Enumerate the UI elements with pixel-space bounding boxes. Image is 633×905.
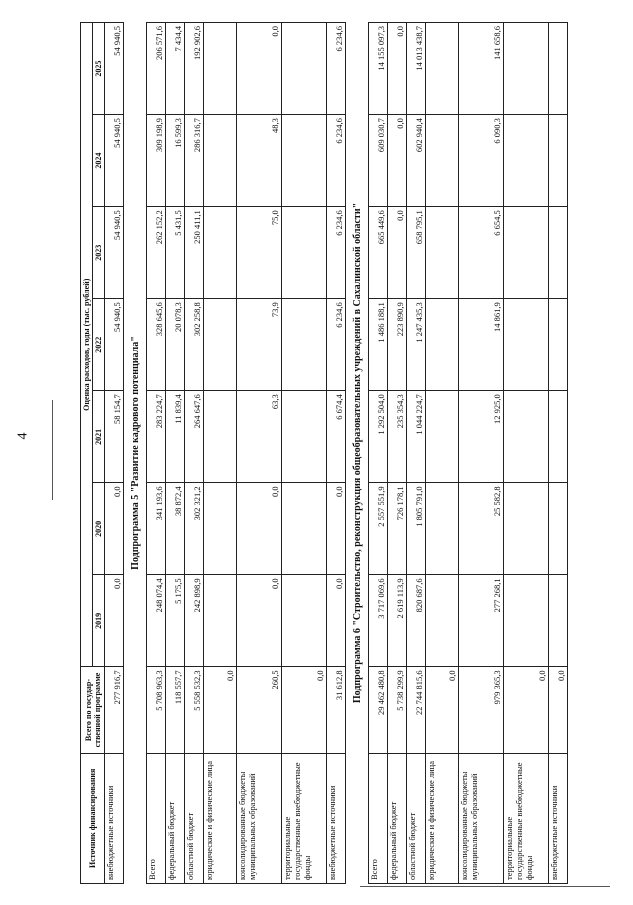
cell-total: 0,0 <box>282 667 327 753</box>
cell-value <box>204 575 237 667</box>
cell-total: 260,5 <box>237 667 282 753</box>
table-row <box>504 23 549 884</box>
row-label: федеральный бюджет <box>166 753 185 883</box>
cell-total: 5 708 963,3 <box>147 667 166 753</box>
cell-value: 5 431,5 <box>166 207 185 299</box>
cell-total: 29 462 480,8 <box>369 667 388 753</box>
cell-value: 302 258,8 <box>185 299 204 391</box>
cell-value: 242 898,9 <box>185 575 204 667</box>
cell-value: 12 925,0 <box>459 391 504 483</box>
cell-value <box>504 299 549 391</box>
cell-value: 48,3 <box>237 115 282 207</box>
header-estimate: Оценка расходов, годы (тыс. рублей) <box>81 23 93 667</box>
cell-value: 0,0 <box>237 483 282 575</box>
cell-value: 283 224,7 <box>147 391 166 483</box>
cell-value: 665 449,6 <box>369 207 388 299</box>
subprogram-6-title-text: Подпрограмма 6 "Строительство, реконструкция общеобразовательных учреждений в Сахалинской области" <box>346 23 369 884</box>
cell-value: 1 805 791,0 <box>407 483 426 575</box>
cell-value <box>549 483 568 575</box>
cell-value <box>204 23 237 115</box>
cell-total: 0,0 <box>426 667 459 753</box>
cell-value: 141 658,6 <box>459 23 504 115</box>
cell-value: 328 645,6 <box>147 299 166 391</box>
table-row <box>166 23 185 884</box>
cell-value <box>282 299 327 391</box>
cell-value: 16 599,3 <box>166 115 185 207</box>
cell-value: 63,3 <box>237 391 282 483</box>
header-year: 2024 <box>93 115 105 207</box>
cell-value <box>549 575 568 667</box>
cell-value: 6 654,5 <box>459 207 504 299</box>
cell-value: 58 154,7 <box>105 391 124 483</box>
header-year: 2023 <box>93 207 105 299</box>
cell-value <box>204 207 237 299</box>
cell-value: 206 571,6 <box>147 23 166 115</box>
cell-value: 14 013 438,7 <box>407 23 426 115</box>
row-label: областной бюджет <box>407 753 426 883</box>
cell-value: 54 940,5 <box>105 299 124 391</box>
table-body <box>105 23 568 884</box>
row-label: консолидированные бюджеты муниципальных образований <box>459 753 504 883</box>
cell-value: 11 839,4 <box>166 391 185 483</box>
scan-artifact-line-bottom <box>360 886 610 887</box>
header-year: 2019 <box>93 575 105 667</box>
cell-value <box>204 391 237 483</box>
cell-value <box>504 207 549 299</box>
cell-value: 0,0 <box>237 575 282 667</box>
cell-value <box>426 483 459 575</box>
cell-value: 286 316,7 <box>185 115 204 207</box>
cell-value: 302 321,2 <box>185 483 204 575</box>
cell-value <box>282 23 327 115</box>
row-label: федеральный бюджет <box>388 753 407 883</box>
cell-total: 31 612,8 <box>327 667 346 753</box>
cell-value <box>204 115 237 207</box>
cell-value: 2 619 113,9 <box>388 575 407 667</box>
cell-value <box>282 483 327 575</box>
cell-total: 118 557,7 <box>166 667 185 753</box>
cell-value <box>504 23 549 115</box>
table-row <box>147 23 166 884</box>
row-label: областной бюджет <box>185 753 204 883</box>
cell-value: 7 434,4 <box>166 23 185 115</box>
header-year: 2020 <box>93 483 105 575</box>
cell-value: 0,0 <box>105 483 124 575</box>
cell-value: 820 687,6 <box>407 575 426 667</box>
row-label: юридические и физические лица <box>204 753 237 883</box>
cell-value: 264 647,6 <box>185 391 204 483</box>
row-label: Всего <box>147 753 166 883</box>
cell-value: 6 234,6 <box>327 23 346 115</box>
cell-value: 73,9 <box>237 299 282 391</box>
cell-value: 2 557 551,9 <box>369 483 388 575</box>
row-label: территориальные государственные внебюджетные фонды <box>504 753 549 883</box>
subprogram-5-title-text: Подпрограмма 5 "Развитие кадрового потенциала" <box>124 23 147 884</box>
cell-value: 6 234,6 <box>327 207 346 299</box>
cell-value: 192 902,6 <box>185 23 204 115</box>
cell-value <box>426 23 459 115</box>
cell-value: 277 268,1 <box>459 575 504 667</box>
cell-value: 6 090,3 <box>459 115 504 207</box>
row-label: внебюджетные источники <box>327 753 346 883</box>
cell-value: 1 247 435,3 <box>407 299 426 391</box>
cell-value: 0,0 <box>327 483 346 575</box>
cell-value: 54 940,5 <box>105 207 124 299</box>
table-row <box>388 23 407 884</box>
cell-value: 341 193,6 <box>147 483 166 575</box>
cell-value: 0,0 <box>237 23 282 115</box>
cell-value <box>282 207 327 299</box>
cell-value: 54 940,5 <box>105 115 124 207</box>
cell-total: 0,0 <box>504 667 549 753</box>
financing-table <box>80 22 568 884</box>
scan-artifact-line <box>52 400 53 500</box>
cell-value: 54 940,5 <box>105 23 124 115</box>
cell-value <box>426 115 459 207</box>
cell-total: 979 365,3 <box>459 667 504 753</box>
table-row <box>237 23 282 884</box>
subprogram-5-title <box>124 23 147 884</box>
cell-value: 25 582,8 <box>459 483 504 575</box>
cell-total: 0,0 <box>204 667 237 753</box>
cell-value: 235 354,3 <box>388 391 407 483</box>
header-year: 2021 <box>93 391 105 483</box>
table-row <box>327 23 346 884</box>
table-row <box>459 23 504 884</box>
cell-value <box>282 575 327 667</box>
cell-value: 248 074,4 <box>147 575 166 667</box>
cell-value: 223 890,9 <box>388 299 407 391</box>
page-number: 4 <box>15 432 31 440</box>
row-label: консолидированные бюджеты муниципальных образований <box>237 753 282 883</box>
header-total: Всего по государ-ственной программе <box>81 667 105 753</box>
cell-value: 0,0 <box>105 575 124 667</box>
cell-value <box>426 575 459 667</box>
cell-value: 1 044 224,7 <box>407 391 426 483</box>
row-label: Всего <box>369 753 388 883</box>
cell-value <box>549 207 568 299</box>
cell-value: 6 234,6 <box>327 115 346 207</box>
cell-value: 250 411,1 <box>185 207 204 299</box>
cell-total: 5 738 299,9 <box>388 667 407 753</box>
cell-total: 0,0 <box>549 667 568 753</box>
cell-value: 309 198,9 <box>147 115 166 207</box>
table-row <box>282 23 327 884</box>
table-row <box>426 23 459 884</box>
cell-value: 3 717 069,6 <box>369 575 388 667</box>
cell-total: 22 744 815,6 <box>407 667 426 753</box>
cell-value: 609 030,7 <box>369 115 388 207</box>
table-row <box>185 23 204 884</box>
cell-value <box>282 115 327 207</box>
table-row <box>105 23 124 884</box>
cell-value <box>504 391 549 483</box>
cell-value: 726 178,1 <box>388 483 407 575</box>
cell-value: 0,0 <box>388 207 407 299</box>
table-row <box>369 23 388 884</box>
cell-value <box>204 299 237 391</box>
cell-value: 6 674,4 <box>327 391 346 483</box>
cell-value <box>426 299 459 391</box>
cell-value <box>549 391 568 483</box>
cell-value <box>426 207 459 299</box>
header-source: Источник финансирования <box>81 753 105 883</box>
table-row <box>549 23 568 884</box>
cell-value: 0,0 <box>327 575 346 667</box>
cell-total: 5 558 532,3 <box>185 667 204 753</box>
cell-value <box>549 115 568 207</box>
cell-value: 602 940,4 <box>407 115 426 207</box>
row-label: юридические и физические лица <box>426 753 459 883</box>
row-label: территориальные государственные внебюджетные фонды <box>282 753 327 883</box>
header-year: 2025 <box>93 23 105 115</box>
rotated-table-container <box>80 22 566 884</box>
table-row <box>407 23 426 884</box>
cell-value: 0,0 <box>388 115 407 207</box>
cell-value: 1 292 504,0 <box>369 391 388 483</box>
cell-total: 277 916,7 <box>105 667 124 753</box>
cell-value: 20 078,3 <box>166 299 185 391</box>
cell-value <box>549 299 568 391</box>
cell-value: 0,0 <box>388 23 407 115</box>
cell-value: 658 795,1 <box>407 207 426 299</box>
cell-value: 6 234,6 <box>327 299 346 391</box>
cell-value <box>504 115 549 207</box>
cell-value <box>504 483 549 575</box>
cell-value: 5 175,5 <box>166 575 185 667</box>
cell-value: 38 872,4 <box>166 483 185 575</box>
cell-value: 1 486 188,1 <box>369 299 388 391</box>
header-year: 2022 <box>93 299 105 391</box>
cell-value: 14 861,9 <box>459 299 504 391</box>
cell-value: 262 152,2 <box>147 207 166 299</box>
cell-value <box>426 391 459 483</box>
cell-value <box>282 391 327 483</box>
cell-value <box>504 575 549 667</box>
row-label: внебюджетные источники <box>549 753 568 883</box>
row-label: внебюджетные источники <box>105 753 124 883</box>
table-row <box>204 23 237 884</box>
cell-value: 75,0 <box>237 207 282 299</box>
cell-value <box>204 483 237 575</box>
subprogram-6-title <box>346 23 369 884</box>
cell-value <box>549 23 568 115</box>
cell-value: 14 155 097,3 <box>369 23 388 115</box>
